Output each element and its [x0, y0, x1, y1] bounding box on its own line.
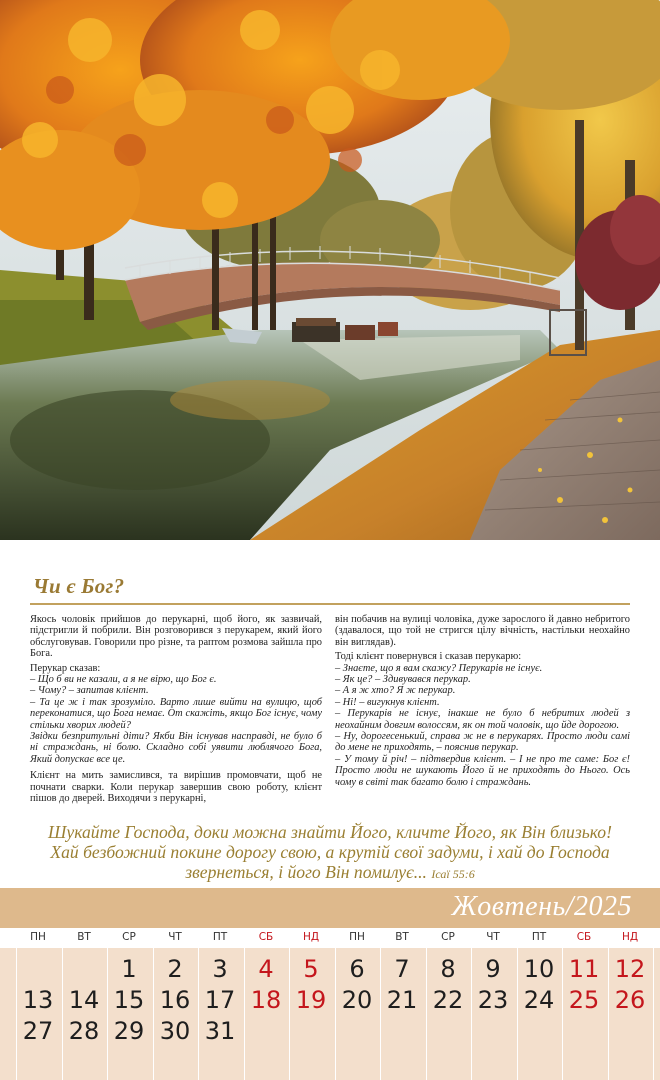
calendar-day: 2 [167, 955, 183, 983]
article-paragraph: – Ні! – вигукнув клієнт. [335, 696, 440, 708]
weekday-label: СБ [258, 931, 274, 943]
article-paragraph: Звідки безпритульні діти? Якби Він існував насправді, не було б ні страждань, ні болю. Складно собі уявити люблячого Бога, Який допускає все це. [30, 731, 322, 765]
calendar-day: 22 [432, 986, 464, 1014]
article-paragraph: Перукар сказав: [30, 662, 101, 674]
scripture-verse [40, 822, 620, 884]
calendar-day: 9 [485, 955, 501, 983]
calendar-grid-line [16, 948, 17, 1080]
calendar-day: 4 [258, 955, 274, 983]
article-paragraph: – Перукарів не існує, інакше не було б небритих людей з неохайним довгим волоссям, як он той чоловік, що йде дорогою. [335, 708, 630, 731]
calendar-day: 24 [523, 986, 555, 1014]
weekday-label: СР [122, 931, 136, 943]
article-paragraph: – Ну, дорогесенький, справа ж не в перукарях. Просто люди самі до мене не приходять, – пояснив перукар. [335, 731, 630, 754]
article-paragraph: – Що б ви не казали, а я не вірю, що Бог є. [30, 674, 217, 686]
calendar-day: 23 [477, 986, 509, 1014]
calendar-day: 13 [22, 986, 54, 1014]
verse-text: Шукайте Господа, доки можна знайти Його, кличте Його, як Він близько! Хай безбожний покине дорогу свою, а крутій свої задуми, і хай до Господа звернеться, і його Він помилує... [48, 822, 612, 882]
calendar-day: 27 [22, 1017, 54, 1045]
article-paragraph: – Та це ж і так зрозуміло. Варто лише вийти на вулицю, щоб переконатися, що Бога немає. От скажіть, якщо Бог існує, чому стільки хворих людей? [30, 696, 322, 731]
calendar-day: 20 [341, 986, 373, 1014]
calendar-day: 21 [386, 986, 418, 1014]
article-paragraph: – У тому й річ! – підтвердив клієнт. – І не про те саме: Бог є! Просто люди не шукають Його й не приходять до Нього. Ось чому в світі так багато болю і страждань. [335, 753, 630, 788]
weekday-label: ПТ [531, 931, 547, 943]
verse-reference: Ісаї 55:6 [431, 867, 475, 881]
month-name: Жовтень [451, 891, 566, 922]
weekday-label: НД [302, 931, 320, 943]
article-paragraph: Якось чоловік прийшов до перукарні, щоб його, як зазвичай, підстригли й побрили. Він розговорився з перукарем, який його обслуговував. Говорили про різне, та раптом розмова зайшла про Бога. [30, 614, 322, 660]
calendar-day: 25 [568, 986, 600, 1014]
calendar-day: 14 [68, 986, 100, 1014]
calendar-day: 19 [295, 986, 327, 1014]
calendar-day: 3 [212, 955, 228, 983]
calendar-day: 5 [303, 955, 319, 983]
article-paragraph: – А я ж хто? Я ж перукар. [335, 685, 456, 697]
calendar-day: 26 [614, 986, 646, 1014]
month-year-separator: / [565, 891, 574, 922]
weekday-label: ВТ [77, 931, 91, 943]
calendar-day: 31 [204, 1017, 236, 1045]
weekday-label: СР [441, 931, 455, 943]
weekday-label: ПТ [212, 931, 228, 943]
calendar-day: 29 [113, 1017, 145, 1045]
article-left-column [30, 614, 322, 808]
article-paragraph: він побачив на вулиці чоловіка, дуже зарослого й давно небритого (здавалося, що той не стригся цілу вічність, настільки неохайно він виглядав). [335, 614, 630, 648]
article-paragraph: – Чому? – запитав клієнт. [30, 685, 149, 697]
calendar-grid-line [653, 948, 654, 1080]
article-right-column [335, 614, 630, 788]
calendar-day: 15 [113, 986, 145, 1014]
calendar-day: 8 [440, 955, 456, 983]
calendar-month-year [452, 891, 633, 923]
calendar-day: 1 [121, 955, 137, 983]
article-title: Чи є Бог? [33, 574, 125, 598]
calendar-grid-line [62, 948, 63, 1080]
article-paragraph: – Як це? – Здивувався перукар. [335, 674, 471, 686]
weekday-label: НД [621, 931, 639, 943]
calendar-day: 6 [349, 955, 365, 983]
calendar-day: 18 [250, 986, 282, 1014]
article-paragraph: Тоді клієнт повернувся і сказав перукарю: [335, 651, 522, 663]
calendar-day: 30 [159, 1017, 191, 1045]
title-divider [30, 603, 630, 605]
weekday-label: СБ [576, 931, 592, 943]
article-paragraph: Клієнт на мить замислився, та вирішив промовчати, щоб не почнати сварки. Коли перукар завершив свою роботу, клієнт пішов до дверей. Виходячи з перукарні, [30, 770, 322, 805]
year: 2025 [574, 891, 632, 922]
calendar-day: 10 [523, 955, 555, 983]
article-paragraph: – Знаєте, що я вам скажу? Перукарів не існує. [335, 662, 543, 674]
calendar-day: 11 [568, 955, 600, 983]
weekday-label: ПН [30, 931, 46, 943]
calendar-day: 12 [614, 955, 646, 983]
calendar-day: 17 [204, 986, 236, 1014]
calendar-day: 28 [68, 1017, 100, 1045]
weekday-label: ЧТ [168, 931, 182, 943]
weekday-label: ПН [349, 931, 365, 943]
weekday-label: ЧТ [486, 931, 500, 943]
weekday-label: ВТ [395, 931, 409, 943]
calendar-day: 16 [159, 986, 191, 1014]
calendar-day: 7 [394, 955, 410, 983]
